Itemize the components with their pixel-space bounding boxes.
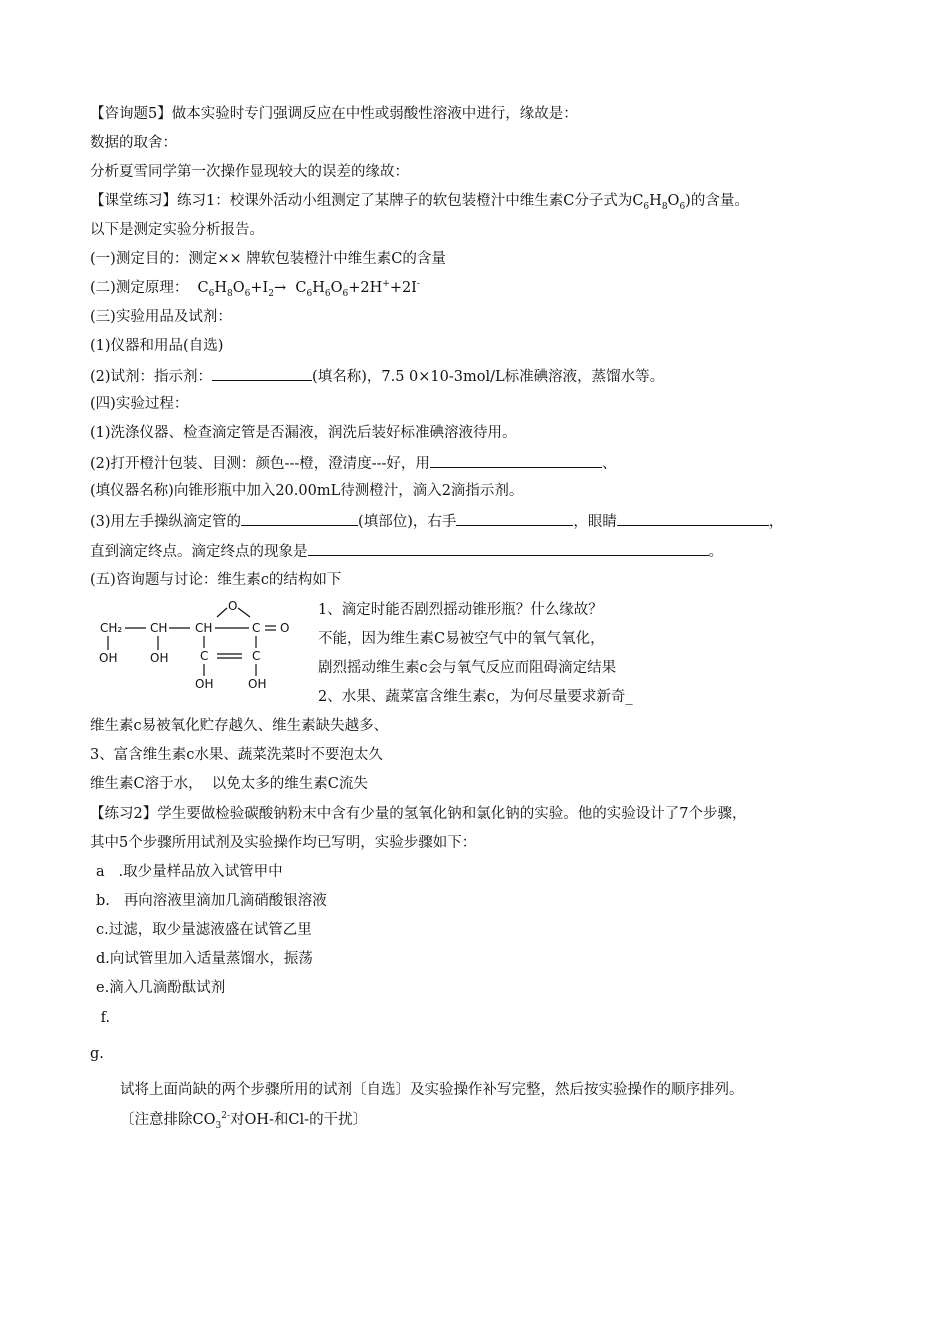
ch-label-a: CH: [150, 621, 168, 635]
data-selection-line: 数据的取舍：: [90, 135, 177, 151]
carbonyl-carbon: C: [252, 621, 261, 635]
materials-heading: (三)实验用品及试剂：: [90, 309, 232, 325]
right-hand-blank[interactable]: [456, 510, 573, 526]
exercise-1-intro: 【课堂练习】练习1：校课外活动小组测定了某牌子的软包装橙汁中维生素C分子式为$C_6H_8O_6$)的含量。: [90, 193, 749, 212]
step-f: f.: [96, 1010, 111, 1026]
procedure-step-2: (2)打开橙汁包装、目测：颜色---橙，澄清度---好，用 、: [90, 452, 616, 474]
vitamin-c-structure: [92, 598, 302, 694]
ring-oxygen: O: [228, 599, 238, 613]
step-g: g.: [90, 1046, 104, 1062]
ch2-label: CH₂: [100, 621, 123, 635]
discussion-a1-line1: 不能，因为维生素C易被空气中的氧气氧化，: [318, 631, 605, 647]
purpose-line: (一)测定目的：测定×× 牌软包装橙汁中维生素C的含量: [90, 251, 446, 267]
procedure-heading: (四)实验过程：: [90, 396, 189, 412]
indicator-blank[interactable]: [212, 365, 312, 381]
oh-label-2: OH: [150, 651, 169, 665]
exercise-2-line1: 【练习2】学生要做检验碳酸钠粉末中含有少量的氢氧化钠和氯化钠的实验。他的实验设计了7个步骤，: [90, 806, 747, 822]
error-analysis-line: 分析夏雪同学第一次操作显现较大的误差的缘故：: [90, 164, 409, 180]
reagents-line: (2)试剂：指示剂： (填名称)，7.5 0×10-3mol/L标准碘溶液，蒸馏水等。: [90, 365, 664, 387]
ch-label-b: CH: [195, 621, 213, 635]
discussion-a2: 维生素c易被氧化贮存越久、维生素缺失越多、: [90, 718, 389, 734]
discussion-a1-line2: 剧烈摇动维生素c会与氧气反应而阻碍滴定结果: [318, 660, 617, 676]
discussion-q1: 1、滴定时能否剧烈摇动锥形瓶？什么缘故？: [318, 602, 603, 618]
step-d: d.向试管里加入适量蒸馏水，振荡: [96, 951, 313, 967]
step-b: b. 再向溶液里滴加几滴硝酸银溶液: [96, 893, 327, 909]
endpoint-blank[interactable]: [308, 540, 709, 556]
discussion-a3: 维生素C溶于水， 以免太多的维生素C流失: [90, 776, 368, 792]
procedure-step-3: (3)用左手操纵滴定管的 (填部位)，右手 ，眼睛 ，: [90, 510, 783, 532]
procedure-step-2-cont: (填仪器名称)向锥形瓶中加入20.00mL待测橙汁，滴入2滴指示剂。: [90, 483, 524, 499]
step-a: a .取少量样品放入试管甲中: [96, 864, 283, 880]
eyes-blank[interactable]: [617, 510, 769, 526]
carbonyl-oxygen: O: [280, 621, 290, 635]
step-e: e.滴入几滴酚酞试剂: [96, 980, 226, 996]
principle-line: (二)测定原理： $C_6H_8O_6+I_2\to C_6H_6O_6+2H^++2I^-$: [90, 279, 420, 299]
note-line: 〔注意排除$CO_3^{2-}$对OH-和Cl-的干扰〕: [120, 1111, 368, 1131]
oh-label-3: OH: [195, 677, 214, 691]
part-blank[interactable]: [241, 510, 358, 526]
step-c: c.过滤，取少量滤液盛在试管乙里: [96, 922, 312, 938]
report-intro-line: 以下是测定实验分析报告。: [90, 222, 264, 238]
c-left: C: [200, 649, 209, 663]
question-5-line: 【咨询题5】做本实验时专门强调反应在中性或弱酸性溶液中进行，缘故是：: [90, 106, 578, 122]
procedure-step-1: (1)洗涤仪器、检查滴定管是否漏液，润洗后装好标准碘溶液待用。: [90, 425, 517, 441]
oh-label-4: OH: [248, 677, 267, 691]
discussion-heading: (五)咨询题与讨论：维生素c的结构如下: [90, 572, 342, 588]
instruments-line: (1)仪器和用品(自选): [90, 338, 224, 354]
task-line: 试将上面尚缺的两个步骤所用的试剂〔自选〕及实验操作补写完整，然后按实验操作的顺序排列。: [120, 1082, 744, 1098]
c-right: C: [252, 649, 261, 663]
instrument-blank[interactable]: [430, 452, 602, 468]
endpoint-line: 直到滴定终点。滴定终点的现象是 。: [90, 540, 723, 562]
exercise-2-line2: 其中5个步骤所用试剂及实验操作均已写明，实验步骤如下：: [90, 835, 477, 851]
discussion-q2: 2、水果、蔬菜富含维生素c，为何尽量要求新奇_: [318, 689, 633, 705]
discussion-q3: 3、富含维生素c水果、蔬菜洗菜时不要泡太久: [90, 747, 383, 763]
oh-label-1: OH: [99, 651, 118, 665]
